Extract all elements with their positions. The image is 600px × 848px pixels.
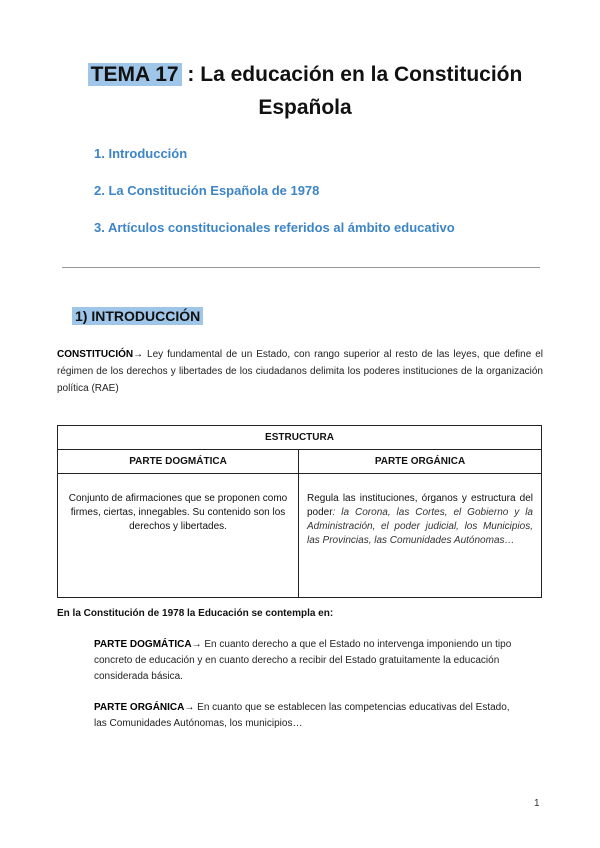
item-text: En cuanto que se establecen las competencias educativas del Estado, las Comunidades Autónomas, los municipios… (94, 702, 510, 729)
section-heading: 1) INTRODUCCIÓN (72, 307, 203, 325)
cell-organica-text: Regula las instituciones, órganos y estructura del poder (307, 493, 533, 518)
title-colon: : (181, 63, 201, 86)
definition-paragraph (57, 346, 543, 397)
column-header-dogmatica: PARTE DOGMÁTICA (58, 450, 299, 474)
cell-dogmatica: Conjunto de afirmaciones que se proponen como firmes, ciertas, innegables. Su contenido son los derechos y libertades. (58, 474, 299, 598)
definition-text: Ley fundamental de un Estado, con rango superior al resto de las leyes, que define el régimen de los derechos y libertades de los ciudadanos delimita los poderes instituciones de la organización política (RAE) (57, 349, 543, 394)
title-text: La educación en la Constitución (200, 63, 523, 86)
list-item (94, 700, 514, 732)
column-header-organica: PARTE ORGÁNICA (299, 450, 542, 474)
lead-text: En la Constitución de 1978 la Educación se contempla en: (57, 608, 334, 619)
cell-organica (299, 474, 542, 598)
page-title (60, 58, 550, 124)
toc-item-articulos[interactable]: 3. Artículos constitucionales referidos al ámbito educativo (94, 220, 455, 235)
title-line-1 (60, 58, 550, 91)
title-line-2: Española (258, 96, 352, 119)
page-number: 1 (534, 798, 540, 809)
divider (62, 267, 540, 268)
definition-term: CONSTITUCIÓN→ (57, 349, 144, 360)
item-text: En cuanto derecho a que el Estado no intervenga imponiendo un tipo concreto de educación y en cuanto derecho a recibir del Estado gratuitamente la educación considerada básica. (94, 639, 512, 682)
tema-badge: TEMA 17 (88, 63, 182, 86)
toc-item-constitucion-1978[interactable]: 2. La Constitución Española de 1978 (94, 183, 320, 198)
item-term: PARTE ORGÁNICA→ (94, 702, 195, 713)
toc-item-introduccion[interactable]: 1. Introducción (94, 146, 188, 161)
cell-organica-italic: : la Corona, las Cortes, el Gobierno y la Administración, el poder judicial, los Municipios, las Provincias, las Comunidades Autónomas… (307, 507, 533, 546)
list-item (94, 637, 514, 685)
table-header: ESTRUCTURA (58, 426, 542, 450)
structure-table (57, 425, 542, 598)
item-term: PARTE DOGMÁTICA→ (94, 639, 202, 650)
